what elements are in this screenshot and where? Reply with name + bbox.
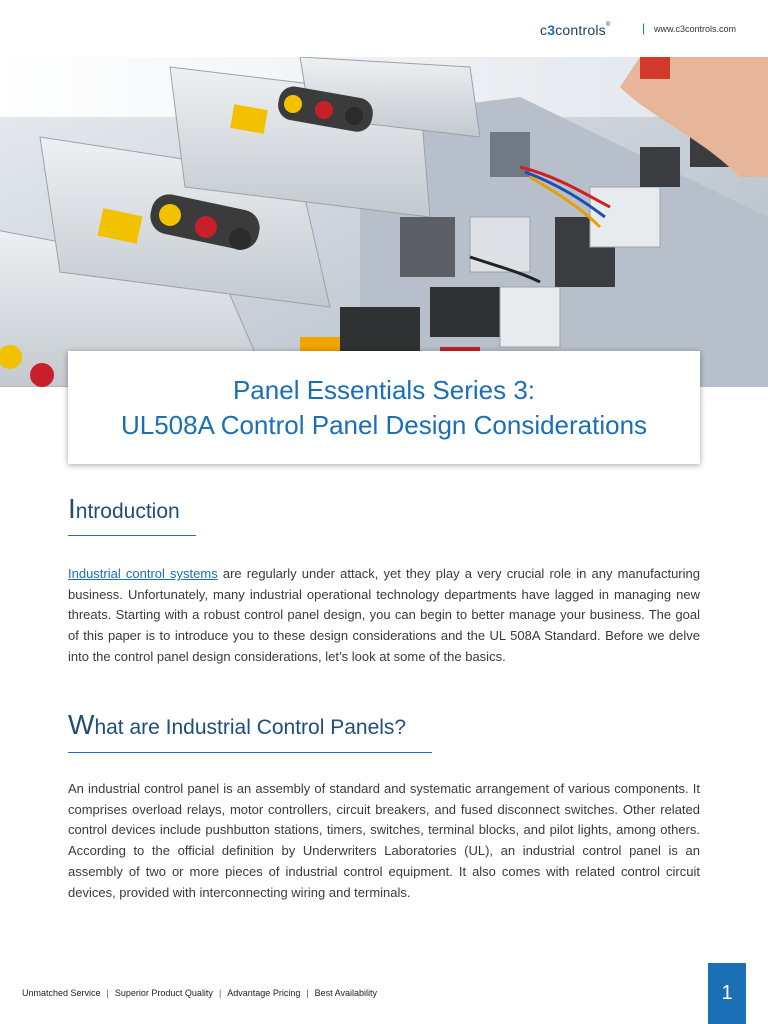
page-header (0, 0, 768, 57)
footer-separator: | (218, 988, 222, 998)
c3controls-logo (540, 22, 610, 38)
logo-trademark: ® (605, 22, 611, 28)
footer-item-pricing: Advantage Pricing (227, 988, 301, 998)
header-separator: | (642, 21, 646, 35)
page-number-badge: 1 (708, 963, 746, 1024)
header-url-link[interactable]: www.c3controls.com (654, 24, 737, 34)
footer-taglines (22, 988, 377, 998)
footer-separator: | (106, 988, 109, 998)
section2-heading-rest: hat are Industrial Control Panels? (94, 716, 407, 739)
intro-heading-underline (68, 535, 196, 536)
footer-item-quality: Superior Product Quality (114, 988, 213, 998)
section2-heading-underline (68, 752, 432, 753)
industrial-control-systems-link[interactable]: Industrial control systems (68, 566, 218, 581)
logo-suffix: controls (555, 22, 606, 38)
section2-heading-cap: W (68, 709, 95, 740)
title-card (68, 351, 700, 464)
logo-three: 3 (547, 22, 556, 38)
logo-prefix: c (540, 22, 548, 38)
intro-paragraph (68, 564, 700, 668)
intro-body: are regularly under attack, yet they play a very crucial role in any manufacturing business. Unfortunately, many industrial operational technology departments have lagged in managing new threats. Starting with a robust control panel design, you can begin to better manage your business. The goal of this paper is to introduce you to these design considerations and the UL 508A Standard. Before we delve into the control panel design considerations, let’s look at some of the basics. (68, 566, 700, 664)
hero-image (0, 57, 768, 387)
intro-heading (68, 493, 180, 525)
title-line-1: Panel Essentials Series 3: (232, 375, 536, 405)
footer-separator: | (306, 988, 309, 998)
title-line-2: UL508A Control Panel Design Considerations (120, 410, 648, 440)
section2-paragraph: An industrial control panel is an assembly of standard and systematic arrangement of various components. It comprises overload relays, motor controllers, circuit breakers, and fused disconnect switches. Other related control devices include pushbutton stations, timers, switches, terminal blocks, and pilot lights, among others. According to the official definition by Underwriters Laboratories (UL), an industrial control panel is an assembly of two or more pieces of industrial control equipment. It also comes with related control circuit devices, provided with interconnecting wiring and terminals. (68, 781, 700, 900)
footer-item-service: Unmatched Service (22, 988, 101, 998)
intro-heading-rest: ntroduction (75, 500, 180, 523)
section2-heading (68, 709, 406, 741)
footer-item-availability: Best Availability (314, 988, 378, 998)
intro-heading-cap: I (68, 493, 76, 524)
